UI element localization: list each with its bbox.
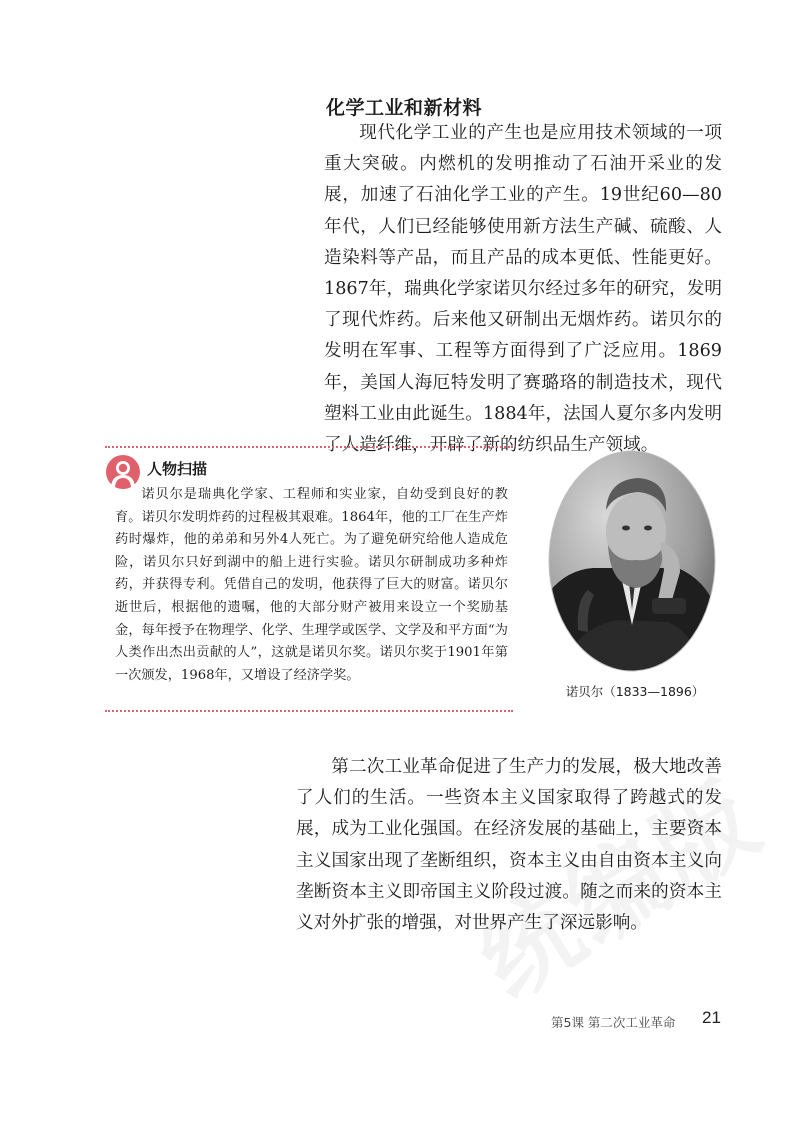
profile-text: 诺贝尔是瑞典化学家、工程师和实业家，自幼受到良好的教育。诺贝尔发明炸药的过程极其艰难。1864年，他的工厂在生产炸药时爆炸，他的弟弟和另外4人死亡。为了避免研究给他人造成危险，诺贝尔只好到湖中的船上进行实验。诺贝尔研制成功多种炸药，并获得专利。凭借自己的发明，他获得了巨大的财富。诺贝尔逝世后，根据他的遗嘱，他的大部分财产被用来设立一个奖励基金，每年授予在物理学、化学、生理学或医学、文学及和平方面“为人类作出杰出贡献的人”，这就是诺贝尔奖。诺贝尔奖于1901年第一次颁发，1968年，又增设了经济学奖。	[115, 487, 508, 683]
profile-border-bottom	[105, 710, 513, 712]
nobel-portrait-image	[548, 450, 716, 672]
profile-sidebar	[105, 446, 513, 712]
closing-paragraph: 第二次工业革命促进了生产力的发展，极大地改善了人们的生活。一些资本主义国家取得了跨越式的发展，成为工业化强国。在经济发展的基础上，主要资本主义国家出现了垄断组织，资本主义由自由资本主义向垄断资本主义即帝国主义阶段过渡。随之而来的资本主义对外扩张的增强，对世界产生了深远影响。	[296, 757, 722, 934]
portrait-caption: 诺贝尔（1833—1896）	[565, 684, 705, 699]
profile-border-top	[105, 446, 513, 448]
footer-lesson-title: 第5课 第二次工业革命	[551, 1015, 676, 1030]
profile-title: 人物扫描	[147, 460, 208, 478]
page-number: 21	[702, 1008, 721, 1027]
section-paragraph: 现代化学工业的产生也是应用技术领域的一项重大突破。内燃机的发明推动了石油开采业的发展，加速了石油化学工业的产生。19世纪60—80年代，人们已经能够使用新方法生产碱、硫酸、人造染料等产品，而且产品的成本更低、性能更好。1867年，瑞典化学家诺贝尔经过多年的研究，发明了现代炸药。后来他又研制出无烟炸药。诺贝尔的发明在军事、工程等方面得到了广泛应用。1869年，美国人海厄特发明了赛璐珞的制造技术，现代塑料工业由此诞生。1884年，法国人夏尔多内发明了人造纤维，开辟了新的纺织品生产领域。	[324, 123, 722, 456]
section-title: 化学工业和新材料	[326, 97, 483, 119]
